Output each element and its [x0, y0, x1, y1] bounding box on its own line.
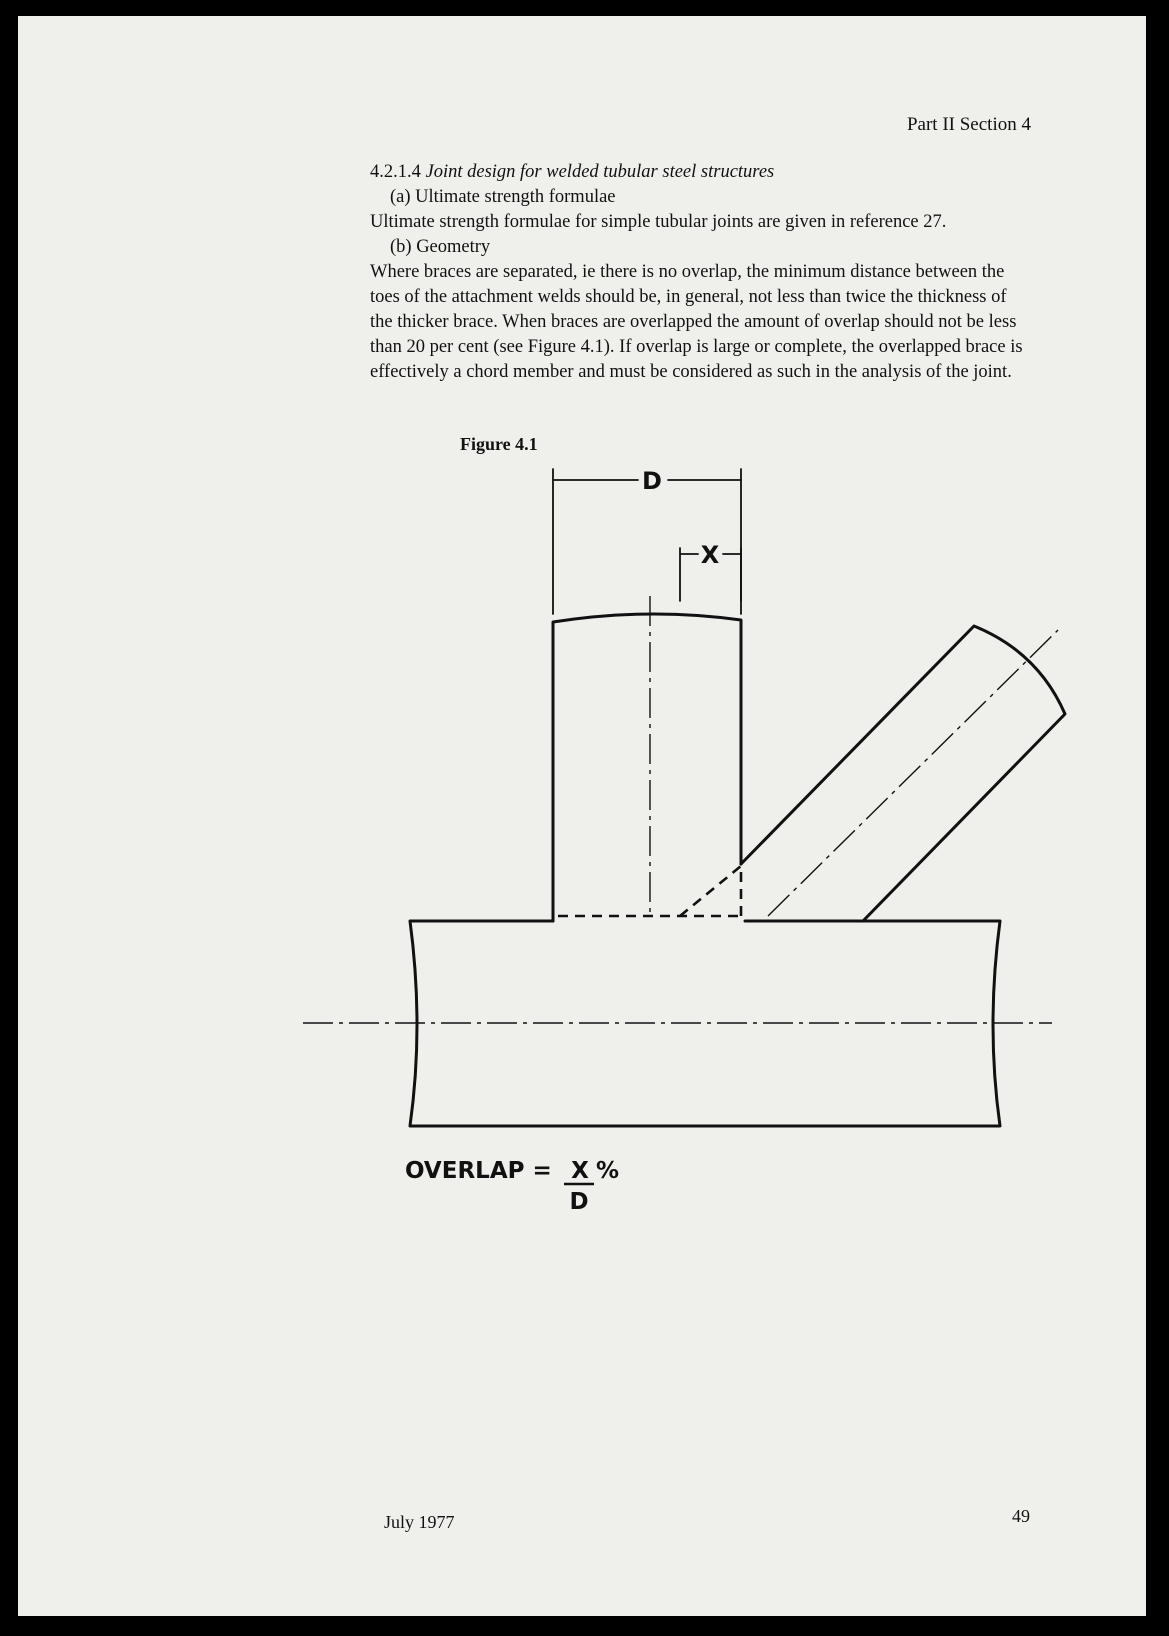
- subsection-a-label: (a) Ultimate strength formulae: [390, 187, 616, 207]
- formula-percent: %: [596, 1158, 620, 1184]
- formula-prefix: OVERLAP =: [405, 1158, 552, 1184]
- document-page: [18, 16, 1146, 1616]
- subsection-b-text: Where braces are separated, ie there is no overlap, the minimum distance between the toes of the attachment welds should be, in general, not less than twice the thickness of the thicker brace. When braces are overlapped the amount of overlap should not be less than 20 per cent (see Figure 4.1). If overlap is large or complete, the overlapped brace is effectively a chord member and must be considered as such in the analysis of the joint.: [370, 262, 1023, 382]
- footer-date: July 1977: [384, 1512, 455, 1532]
- figure-label: Figure 4.1: [460, 434, 538, 454]
- inclined-brace-centerline: [768, 630, 1058, 916]
- formula-denominator: D: [569, 1189, 589, 1215]
- hidden-edge-diagonal: [680, 866, 741, 916]
- overlap-diagram: [18, 16, 1146, 1616]
- section-number: 4.2.1.4: [370, 162, 421, 182]
- section-header: Part II Section 4: [906, 114, 1031, 135]
- formula-numerator: X: [571, 1158, 589, 1184]
- subsection-a-text: Ultimate strength formulae for simple tubular joints are given in reference 27.: [370, 212, 947, 232]
- section-title: Joint design for welded tubular steel structures: [425, 162, 775, 182]
- dimension-x-label: X: [700, 541, 720, 569]
- dimension-d-label: D: [642, 467, 662, 495]
- subsection-b-label: (b) Geometry: [390, 237, 491, 257]
- page-number: 49: [1012, 1506, 1030, 1526]
- vertical-brace: [553, 614, 741, 921]
